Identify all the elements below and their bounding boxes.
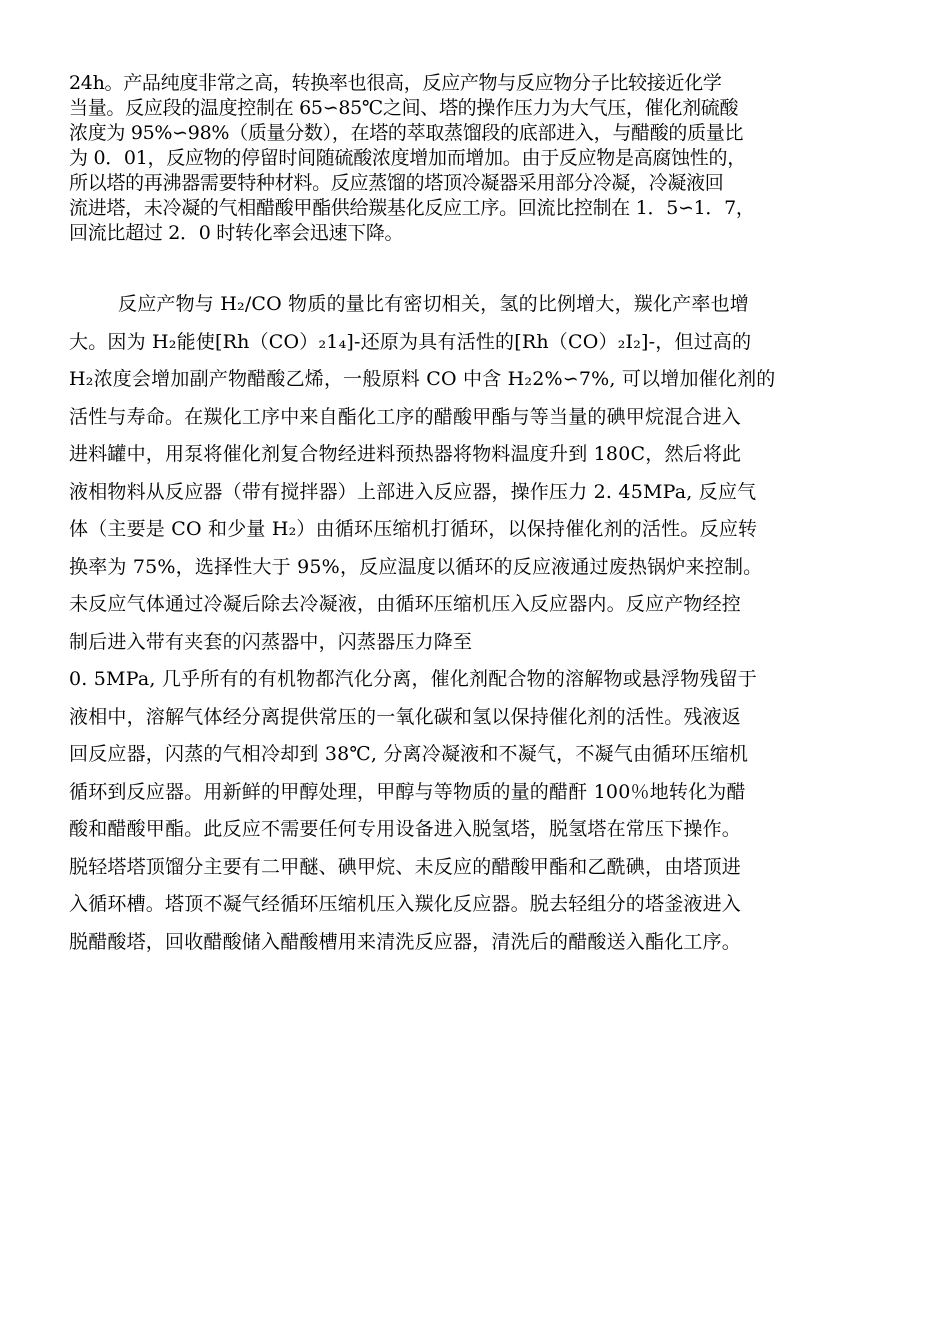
paragraph-2-line: 入循环槽。塔顶不凝气经循环压缩机压入羰化反应器。脱去轻组分的塔釜液进入 — [69, 893, 742, 915]
paragraph-2-line: 循环到反应器。用新鲜的甲醇处理，甲醇与等物质的量的醋酐 100％地转化为醋 — [69, 780, 746, 803]
paragraph-1-line: 所以塔的再沸器需要特种材料。反应蒸馏的塔顶冷凝器采用部分冷凝，冷凝液回 — [69, 172, 724, 194]
paragraph-1-line: 流进塔，未冷凝的气相醋酸甲酯供给羰基化反应工序。回流比控制在 1．5∽1．7， — [69, 197, 755, 219]
paragraph-2-line: 大。因为 H₂能使[Rh（CO）₂1₄]-还原为具有活性的[Rh（CO）₂I₂]-，但过高的 — [69, 330, 752, 353]
paragraph-2 — [69, 286, 889, 961]
paragraph-2-line: 液相物料从反应器（带有搅拌器）上部进入反应器，操作压力 2. 45MPa, 反应气 — [69, 480, 757, 503]
paragraph-2-line: 未反应气体通过冷凝后除去冷凝液，由循环压缩机压入反应器内。反应产物经控 — [69, 593, 742, 615]
paragraph-2-line: 反应产物与 H₂/CO 物质的量比有密切相关，氢的比例增大，羰化产率也增 — [118, 293, 749, 315]
paragraph-2-line: 脱醋酸塔，回收醋酸储入醋酸槽用来清洗反应器，清洗后的醋酸送入酯化工序。 — [69, 930, 742, 953]
paragraph-2-line: 体（主要是 CO 和少量 H₂）由循环压缩机打循环，以保持催化剂的活性。反应转 — [69, 518, 758, 540]
paragraph-2-line: 酸和醋酸甲酯。此反应不需要任何专用设备进入脱氢塔，脱氢塔在常压下操作。 — [69, 818, 742, 840]
paragraph-1-line: 24h。产品纯度非常之高，转换率也很高，反应产物与反应物分子比较接近化学 — [69, 72, 722, 94]
paragraph-2-line: 换率为 75%，选择性大于 95%，反应温度以循环的反应液通过废热锅炉来控制。 — [69, 555, 763, 578]
paragraph-1-line: 回流比超过 2．0 时转化率会迅速下降。 — [69, 222, 404, 244]
paragraph-2-line: 制后进入带有夹套的闪蒸器中，闪蒸器压力降至 — [69, 630, 473, 653]
paragraph-1 — [69, 71, 889, 246]
paragraph-2-line: 液相中，溶解气体经分离提供常压的一氧化碳和氢以保持催化剂的活性。残液返 — [69, 705, 742, 728]
paragraph-2-line: 进料罐中，用泵将催化剂复合物经进料预热器将物料温度升到 180C，然后将此 — [69, 443, 742, 465]
paragraph-1-line: 浓度为 95%∽98%（质量分数），在塔的萃取蒸馏段的底部进入，与醋酸的质量比 — [69, 122, 744, 144]
paragraph-2-line: 0. 5MPa, 几乎所有的有机物都汽化分离，催化剂配合物的溶解物或悬浮物残留于 — [69, 668, 758, 690]
paragraph-1-line: 当量。反应段的温度控制在 65∽85℃之间、塔的操作压力为大气压，催化剂硫酸 — [69, 97, 739, 119]
paragraph-1-line: 为 0．01，反应物的停留时间随硫酸浓度增加而增加。由于反应物是高腐蚀性的， — [69, 147, 746, 169]
paragraph-2-line: 脱轻塔塔顶馏分主要有二甲醚、碘甲烷、未反应的醋酸甲酯和乙酰碘，由塔顶进 — [69, 855, 742, 878]
paragraph-2-line: 活性与寿命。在羰化工序中来自酯化工序的醋酸甲酯与等当量的碘甲烷混合进入 — [69, 405, 742, 428]
paragraph-2-line: 回反应器，闪蒸的气相冷却到 38℃, 分离冷凝液和不凝气，不凝气由循环压缩机 — [69, 743, 749, 765]
paragraph-2-line: H₂浓度会增加副产物醋酸乙烯，一般原料 CO 中含 H₂2%∽7%, 可以增加催化剂的 — [69, 368, 776, 390]
